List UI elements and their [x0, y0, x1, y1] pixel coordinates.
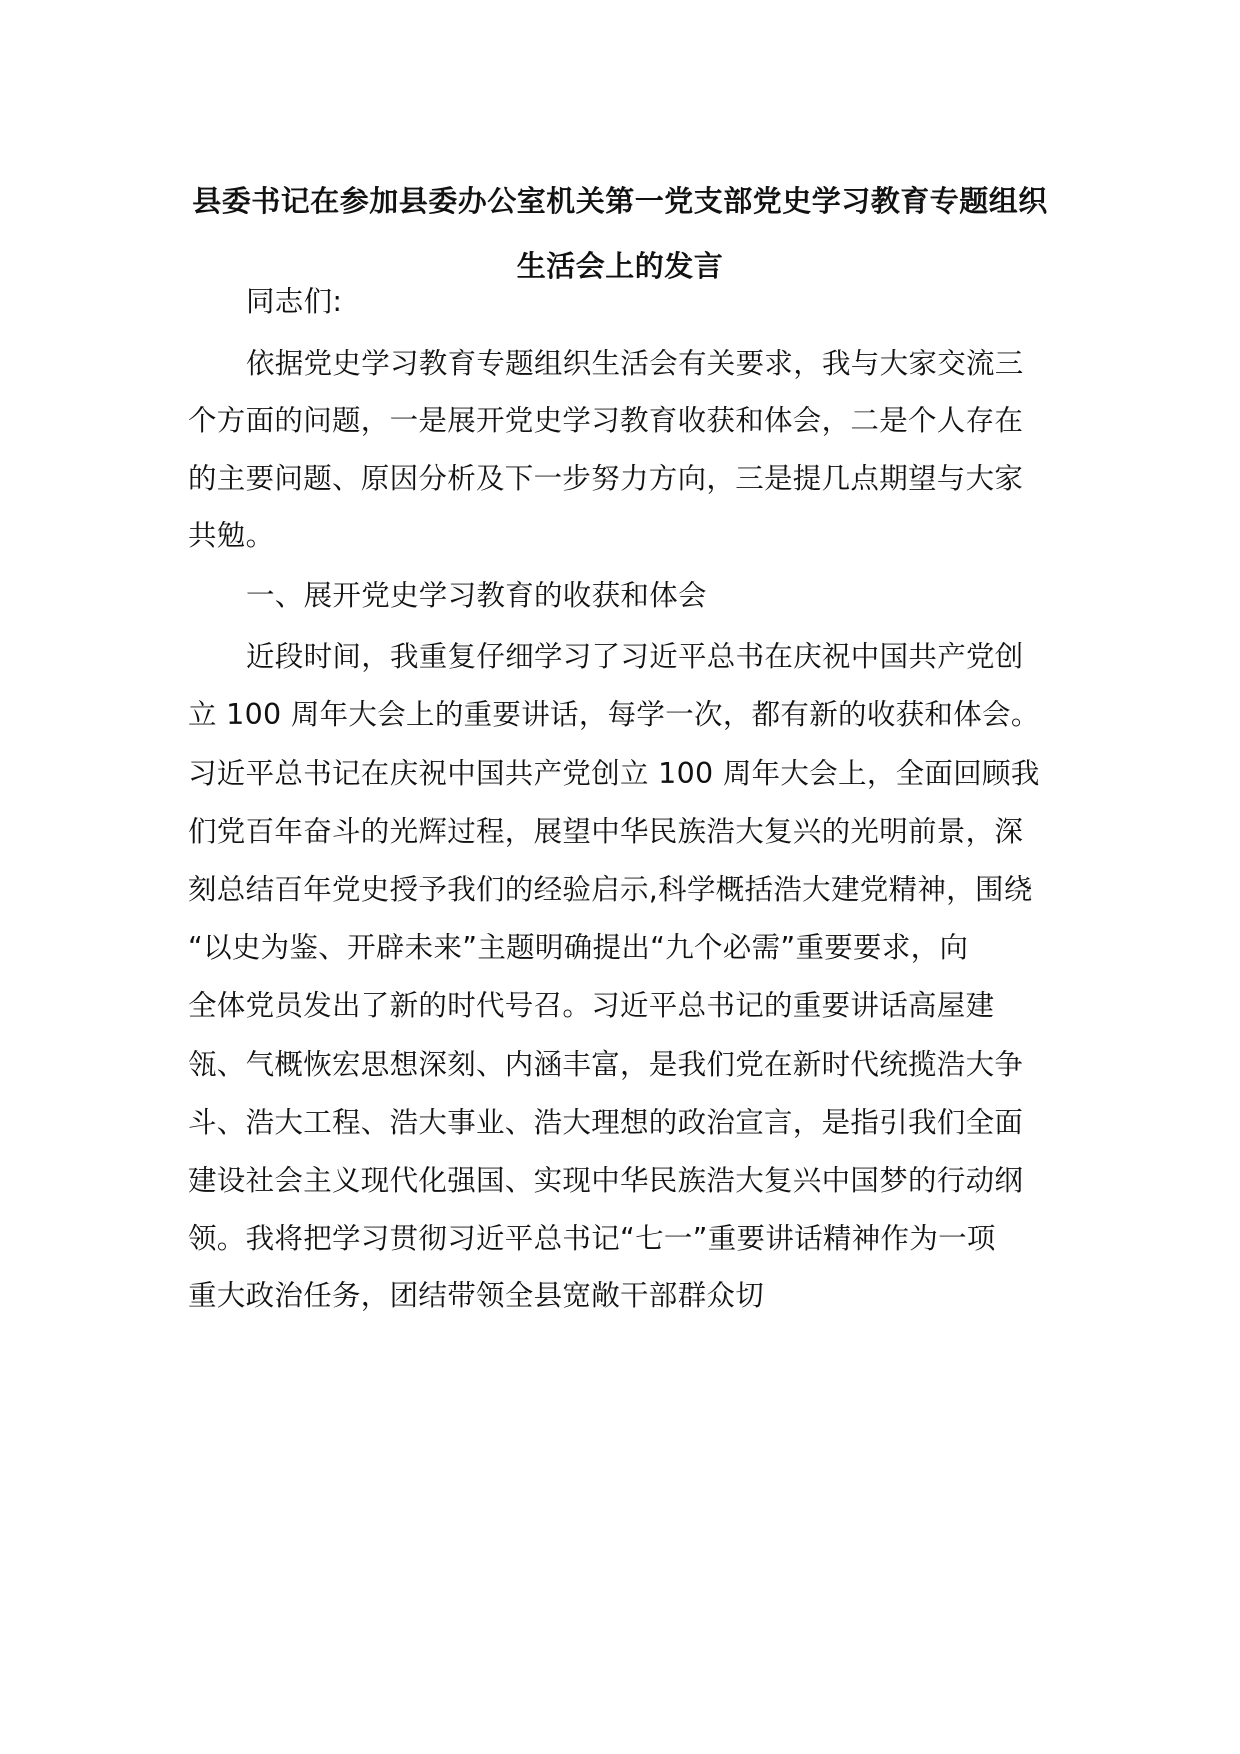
- document-title-line-1: 县委书记在参加县委办公室机关第一党支部党史学习教育专题组织: [192, 184, 1048, 218]
- body-line: 斗、浩大工程、浩大事业、浩大理想的政治宣言，是指引我们全面: [188, 1106, 1024, 1139]
- body-line: 瓴、气概恢宏思想深刻、内涵丰富，是我们党在新时代统揽浩大争: [188, 1048, 1024, 1081]
- body-line: 建设社会主义现代化强国、实现中华民族浩大复兴中国梦的行动纲: [188, 1164, 1024, 1197]
- document-title-line-2: 生活会上的发言: [516, 249, 724, 283]
- body-line: 近段时间，我重复仔细学习了习近平总书在庆祝中国共产党创: [246, 640, 1024, 673]
- body-line: 们党百年奋斗的光辉过程，展望中华民族浩大复兴的光明前景，深: [188, 815, 1024, 848]
- body-line: 个方面的问题，一是展开党史学习教育收获和体会，二是个人存在: [188, 404, 1024, 437]
- body-line: 立 100 周年大会上的重要讲话，每学一次，都有新的收获和体会。: [188, 698, 1040, 731]
- body-line: 领。我将把学习贯彻习近平总书记“七一”重要讲话精神作为一项: [188, 1222, 996, 1255]
- body-line: 共勉。: [188, 519, 275, 552]
- body-line: 刻总结百年党史授予我们的经验启示,科学概括浩大建党精神，围绕: [188, 873, 1033, 906]
- body-line: 重大政治任务，团结带领全县宽敞干部群众切: [188, 1279, 765, 1312]
- salutation: 同志们:: [246, 285, 343, 318]
- body-line: “以史为鉴、开辟未来”主题明确提出“九个必需”重要要求，向: [188, 931, 969, 964]
- section-heading: 一、展开党史学习教育的收获和体会: [246, 579, 707, 612]
- body-line: 的主要问题、原因分析及下一步努力方向，三是提几点期望与大家: [188, 462, 1024, 495]
- body-line: 依据党史学习教育专题组织生活会有关要求，我与大家交流三: [246, 347, 1024, 380]
- body-line: 全体党员发出了新的时代号召。习近平总书记的重要讲话高屋建: [188, 989, 995, 1022]
- body-line: 习近平总书记在庆祝中国共产党创立 100 周年大会上，全面回顾我: [188, 757, 1040, 790]
